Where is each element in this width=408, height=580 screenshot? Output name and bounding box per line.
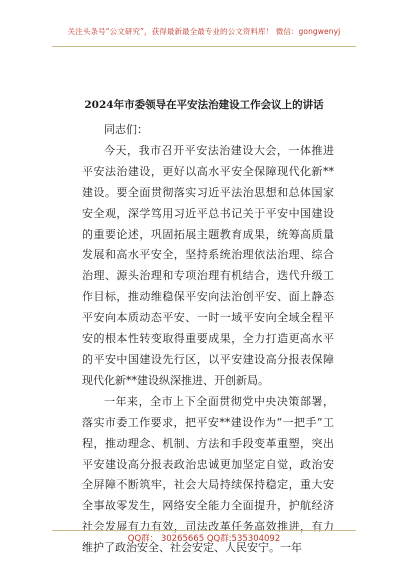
document-title: 2024年市委领导在平安法治建设工作会议上的讲话 (84, 99, 324, 111)
header-promo-text: 关注头条号“公文研究”，获得最新最全最专业的公文资料库！ 微信：gongwenyj (67, 27, 341, 36)
body-paragraph: 一年来，全市上下全面贯彻党中央决策部署，落实市委工作要求，把平安**建设作为“一把手”工程，推动理念、机制、方法和手段变革重塑，突出平安建设高分报表政治忠诚更加坚定自觉，政治安全屏障不断筑牢，社会大局持续保持稳定，重大安全事故零发生，网络安全能力全面提升，护航经济社会发展有力有效，司法改革任务高效推进，有力维护了政治安全、社会安定、人民安宁。一年 (82, 394, 334, 555)
footer-divider (52, 530, 356, 531)
header-divider (52, 46, 356, 47)
footer-qq-text: QQ群： 30265665 QQ群:535304092 (127, 534, 281, 544)
salutation: 同志们： (104, 123, 148, 136)
document-body (82, 120, 334, 559)
body-paragraph: 今天，我市召开平安法治建设大会，一体推进平安法治建设，更好以高水平安全保障现代化新**建设。要全面贯彻落实习近平法治思想和总体国家安全观，深学笃用习近平总书记关于平安中国建设的重要论述，巩固拓展主题教育成果，统筹高质量发展和高水平安全，坚持系统治理依法治理、综合治理、源头治理和专项治理有机结合，迭代升级工作目标，推动维稳保平安向法治创平安、面上静态平安向本质动态平安、一时一域平安向全域全程平安的根本性转变取得重要成果，全力打造更高水平的平安中国建设先行区，以平安建设高分报表保障现代化新**建设纵深推进、开创新局。 (82, 143, 334, 387)
